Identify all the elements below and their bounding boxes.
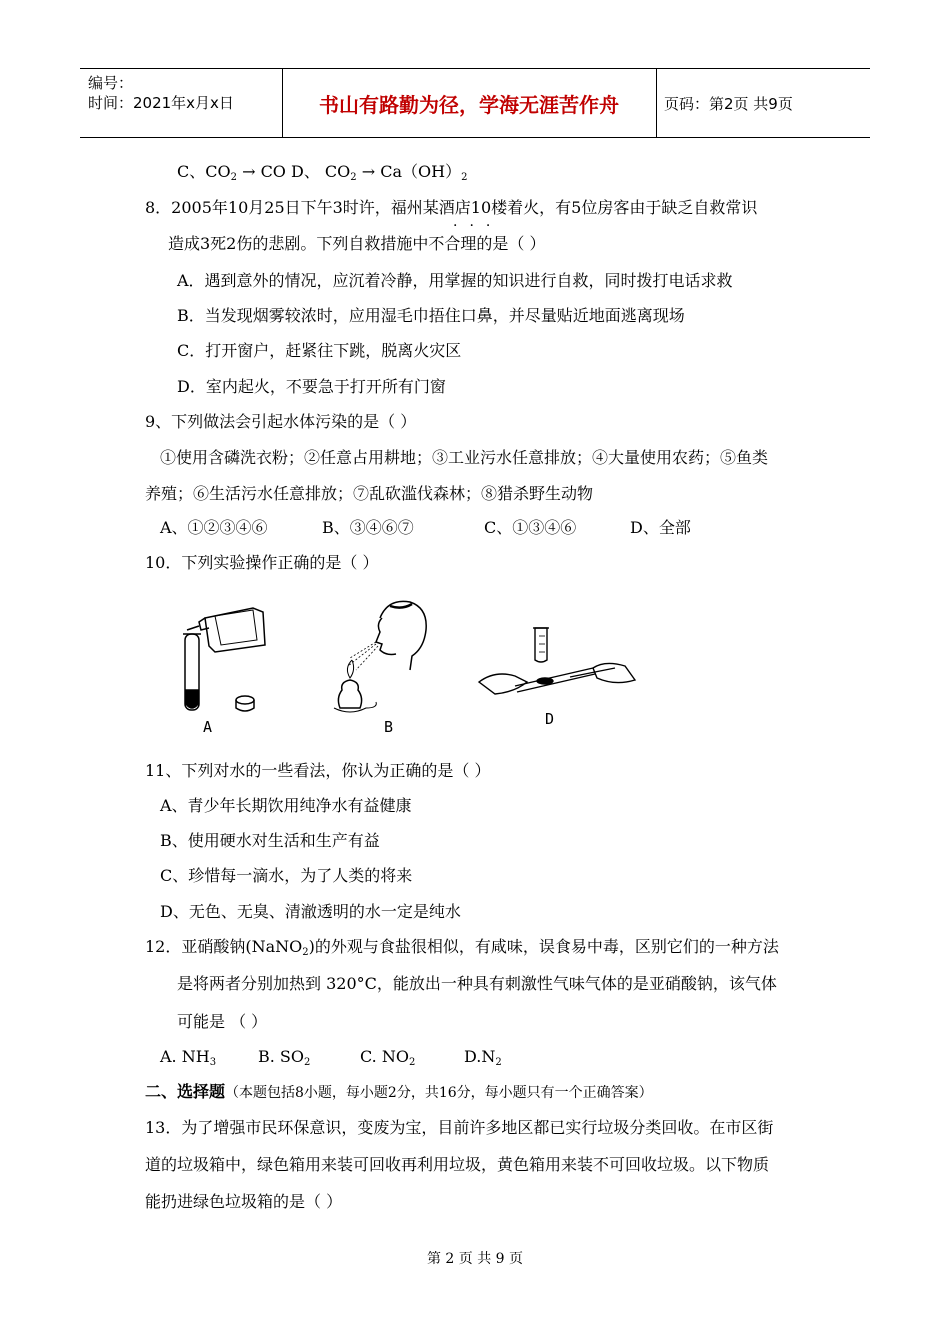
time-label: 时间：2021年x月x日 bbox=[88, 94, 234, 112]
page-header bbox=[80, 68, 870, 138]
figure-b-alcohol-lamp bbox=[330, 598, 440, 723]
q8-option-c: C．打开窗户，赶紧往下跳，脱离火灾区 bbox=[177, 341, 462, 360]
q12-stem-a: 12．亚硝酸钠(NaNO bbox=[145, 937, 303, 956]
option-text: C. NO bbox=[360, 1047, 409, 1066]
page-footer: 第 2 页 共 9 页 bbox=[426, 1251, 524, 1267]
q9-items: ①使用含磷洗衣粉；②任意占用耕地；③工业污水任意排放；④大量使用农药；⑤鱼类 bbox=[160, 448, 769, 467]
figure-d-operation bbox=[475, 620, 640, 705]
number-label: 编号： bbox=[88, 74, 134, 92]
figure-label-b: B bbox=[384, 718, 394, 736]
q8-option-a: A．遇到意外的情况，应沉着冷静，用掌握的知识进行自救，同时拨打电话求救 bbox=[177, 271, 733, 290]
section-heading bbox=[145, 1082, 653, 1103]
header-divider bbox=[656, 69, 657, 137]
q12-option-d bbox=[464, 1047, 502, 1073]
subscript: 2 bbox=[350, 172, 357, 183]
q9-option-c: C、①③④⑥ bbox=[484, 518, 577, 537]
q9-option-b: B、③④⑥⑦ bbox=[322, 518, 414, 537]
q10-stem: 10．下列实验操作正确的是（ ） bbox=[145, 553, 379, 572]
q8-stem: 8．2005年10月25日下午3时许，福州某酒店10楼着火，有5位房客由于缺乏自救常识 bbox=[145, 198, 758, 217]
q9-stem: 9、下列做法会引起水体污染的是（ ） bbox=[145, 412, 417, 431]
q11-option-a: A、青少年长期饮用纯净水有益健康 bbox=[160, 796, 412, 815]
page-info: 页码：第2页 共9页 bbox=[664, 95, 793, 113]
q13-stem-3: 能扔进绿色垃圾箱的是（ ） bbox=[145, 1192, 343, 1211]
q7-option-c: C、CO bbox=[177, 162, 231, 181]
section-title: 二、选择题 bbox=[145, 1082, 226, 1101]
header-motto: 书山有路勤为径，学海无涯苦作舟 bbox=[319, 93, 619, 117]
q12-stem-b: )的外观与食盐很相似，有咸味，误食易中毒，区别它们的一种方法 bbox=[308, 937, 779, 956]
option-text: B. SO bbox=[258, 1047, 305, 1066]
subscript: 2 bbox=[408, 1057, 416, 1068]
q7-option-d: → CO D、 CO bbox=[236, 162, 351, 181]
q9-items-2: 养殖；⑥生活污水任意排放；⑦乱砍滥伐森林；⑧猎杀野生动物 bbox=[145, 484, 594, 503]
q12-option-a bbox=[160, 1047, 216, 1073]
q12-option-b bbox=[258, 1047, 310, 1073]
q11-option-d: D、无色、无臭、清澈透明的水一定是纯水 bbox=[160, 902, 461, 921]
figure-label-d: D bbox=[545, 710, 555, 728]
q9-option-d: D、全部 bbox=[630, 518, 691, 537]
q13-stem-2: 道的垃圾箱中，绿色箱用来装可回收再利用垃圾，黄色箱用来装不可回收垃圾。以下物质 bbox=[145, 1155, 770, 1174]
emphasis-dots: ··· bbox=[453, 218, 503, 234]
q7-options bbox=[177, 162, 467, 188]
q8-option-d: D．室内起火，不要急于打开所有门窗 bbox=[177, 377, 446, 396]
figure-a-pouring bbox=[175, 600, 275, 720]
q8-option-b: B．当发现烟雾较浓时，应用湿毛巾捂住口鼻，并尽量贴近地面逃离现场 bbox=[177, 306, 685, 325]
subscript: 2 bbox=[302, 947, 309, 958]
q7-option-d-rest: → Ca（OH） bbox=[356, 162, 462, 181]
q12-stem bbox=[145, 937, 779, 963]
q12-stem-2: 是将两者分别加热到 320°C，能放出一种具有刺激性气味气体的是亚硝酸钠，该气体 bbox=[177, 974, 777, 993]
q9-option-a: A、①②③④⑥ bbox=[160, 518, 268, 537]
option-text: A. NH bbox=[160, 1047, 210, 1066]
q12-stem-3: 可能是 （ ） bbox=[177, 1012, 268, 1031]
section-note: （本题包括8小题，每小题2分，共16分，每小题只有一个正确答案） bbox=[225, 1085, 653, 1101]
q8-stem-2: 造成3死2伤的悲剧。下列自救措施中不合理的是（ ） bbox=[168, 234, 546, 253]
subscript: 2 bbox=[230, 172, 237, 183]
q11-option-b: B、使用硬水对生活和生产有益 bbox=[160, 831, 380, 850]
subscript: 2 bbox=[461, 172, 468, 183]
subscript: 3 bbox=[209, 1057, 217, 1068]
q12-option-c bbox=[360, 1047, 415, 1073]
figure-label-a: A bbox=[203, 718, 213, 736]
q11-stem: 11、下列对水的一些看法，你认为正确的是（ ） bbox=[145, 761, 491, 780]
q13-stem: 13．为了增强市民环保意识，变废为宝，目前许多地区都已实行垃圾分类回收。在市区街 bbox=[145, 1118, 774, 1137]
header-meta bbox=[88, 73, 234, 113]
q11-option-c: C、珍惜每一滴水，为了人类的将来 bbox=[160, 866, 413, 885]
option-text: D.N bbox=[464, 1047, 496, 1066]
subscript: 2 bbox=[495, 1057, 502, 1068]
subscript: 2 bbox=[304, 1057, 311, 1068]
